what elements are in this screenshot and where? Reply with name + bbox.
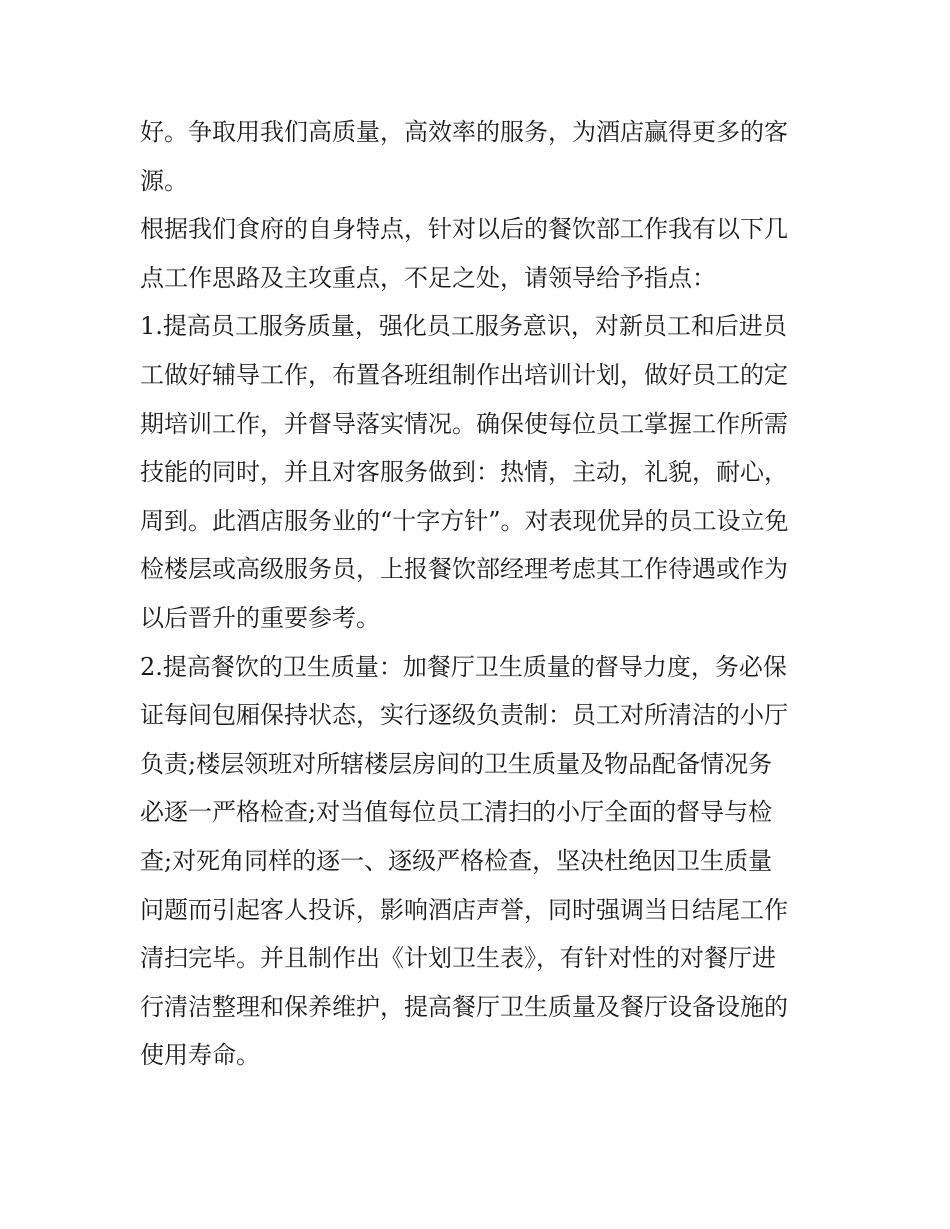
text-line: 期培训工作，并督导落实情况。确保使每位员工掌握工作所需: [140, 409, 788, 438]
document-body: [140, 108, 820, 1080]
text-line: 行清洁整理和保养维护，提高餐厅卫生质量及餐厅设备设施的: [140, 992, 788, 1021]
text-line: 好。争取用我们高质量，高效率的服务，为酒店赢得更多的客: [140, 118, 788, 146]
text-line: 2.提高餐饮的卫生质量：加餐厅卫生质量的督导力度，务必保: [140, 652, 787, 681]
text-line: 检楼层或高级服务员，上报餐饮部经理考虑其工作待遇或作为: [140, 555, 788, 584]
text-line: 周到。此酒店服务业的“十字方针”。对表现优异的员工设立免: [140, 506, 789, 535]
text-line: 问题而引起客人投诉，影响酒店声誉，同时强调当日结尾工作: [140, 895, 788, 924]
text-line: 工做好辅导工作，布置各班组制作出培训计划，做好员工的定: [140, 360, 788, 389]
text-line: 源。: [140, 166, 188, 195]
text-line: 负责;楼层领班对所辖楼层房间的卫生质量及物品配备情况务: [140, 749, 773, 778]
text-line: 证每间包厢保持状态，实行逐级负责制：员工对所清洁的小厅: [140, 701, 788, 730]
text-line: 技能的同时，并且对客服务做到：热情，主动，礼貌，耐心，: [140, 458, 788, 487]
text-line: 1.提高员工服务质量，强化员工服务意识，对新员工和后进员: [140, 312, 787, 341]
text-line: 清扫完毕。并且制作出《计划卫生表》，有针对性的对餐厅进: [140, 944, 776, 973]
text-line: 点工作思路及主攻重点，不足之处，请领导给予指点：: [140, 263, 716, 292]
text-line: 查;对死角同样的逐一、逐级严格检查，坚决杜绝因卫生质量: [140, 846, 773, 875]
text-line: 以后晋升的重要参考。: [140, 603, 380, 632]
text-line: 根据我们食府的自身特点，针对以后的餐饮部工作我有以下几: [140, 215, 788, 244]
text-line: 必逐一严格检查;对当值每位员工清扫的小厅全面的督导与检: [140, 798, 773, 827]
text-line: 使用寿命。: [140, 1041, 260, 1070]
